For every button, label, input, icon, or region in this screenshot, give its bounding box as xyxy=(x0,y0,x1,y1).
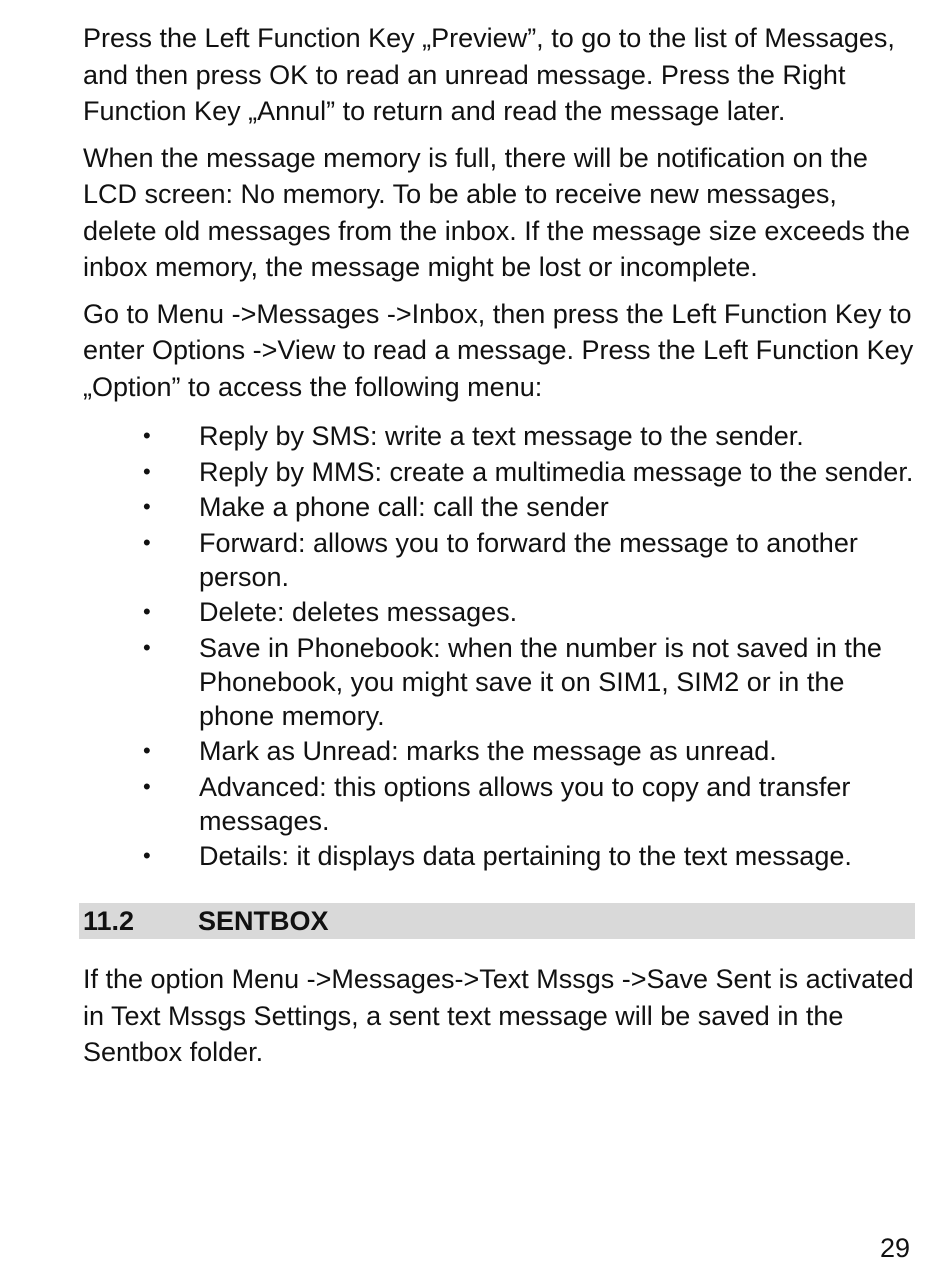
paragraph-sentbox: If the option Menu ->Messages->Text Mssgs ->Save Sent is activated in Text Mssgs Settings, a sent text message will be saved in the Sentbox folder. xyxy=(83,964,914,1067)
bullet-icon: • xyxy=(143,738,151,763)
list-item-text: Reply by MMS: create a multimedia message to the sender. xyxy=(199,456,914,487)
bullet-icon: • xyxy=(143,423,151,448)
list-item-text: Forward: allows you to forward the message to another person. xyxy=(199,527,858,592)
section-title: SENTBOX xyxy=(198,905,329,936)
section-heading-sentbox xyxy=(79,903,915,939)
list-item xyxy=(83,490,915,524)
list-item xyxy=(83,419,915,453)
bullet-icon: • xyxy=(143,634,151,660)
bullet-icon: • xyxy=(143,494,151,519)
list-item xyxy=(83,455,915,489)
bullet-icon: • xyxy=(143,773,151,799)
list-item-text: Details: it displays data pertaining to the text message. xyxy=(199,841,852,871)
page-number: 29 xyxy=(879,1233,910,1263)
list-item xyxy=(83,770,915,838)
list-item-text: Reply by SMS: write a text message to the sender. xyxy=(199,421,804,451)
list-item-text: Delete: deletes messages. xyxy=(199,597,518,627)
list-item xyxy=(83,526,915,594)
list-item xyxy=(83,631,915,733)
bullet-icon: • xyxy=(143,529,151,555)
bullet-icon: • xyxy=(143,458,151,484)
list-item-text: Save in Phonebook: when the number is not saved in the Phonebook, you might save it on SIM1, SIM2 or in the phone memory. xyxy=(199,632,882,731)
list-item-text: Advanced: this options allows you to copy and transfer messages. xyxy=(199,771,851,836)
bullet-icon: • xyxy=(143,843,151,868)
list-item xyxy=(83,839,915,873)
paragraph-memory-full: When the message memory is full, there will be notification on the LCD screen: No memory. To be able to receive new messages, delete old messages from the inbox. If the message size exceeds the inbox memory, the message might be lost or incomplete. xyxy=(83,142,910,282)
list-item xyxy=(83,595,915,629)
list-item xyxy=(83,734,915,768)
paragraph-inbox-options: Go to Menu ->Messages ->Inbox, then press the Left Function Key to enter Options ->View to read a message. Press the Left Function Key „Option” to access the following menu: xyxy=(83,298,914,402)
options-menu-list xyxy=(83,419,915,873)
paragraph-preview-instructions: Press the Left Function Key „Preview”, to go to the list of Messages, and then press OK to read an unread message. Press the Right Function Key „Annul” to return and read the message later. xyxy=(83,23,895,126)
list-item-text: Make a phone call: call the sender xyxy=(199,492,609,522)
bullet-icon: • xyxy=(143,599,151,624)
section-number: 11.2 xyxy=(83,905,135,936)
list-item-text: Mark as Unread: marks the message as unread. xyxy=(199,736,777,766)
manual-page xyxy=(83,20,915,1081)
